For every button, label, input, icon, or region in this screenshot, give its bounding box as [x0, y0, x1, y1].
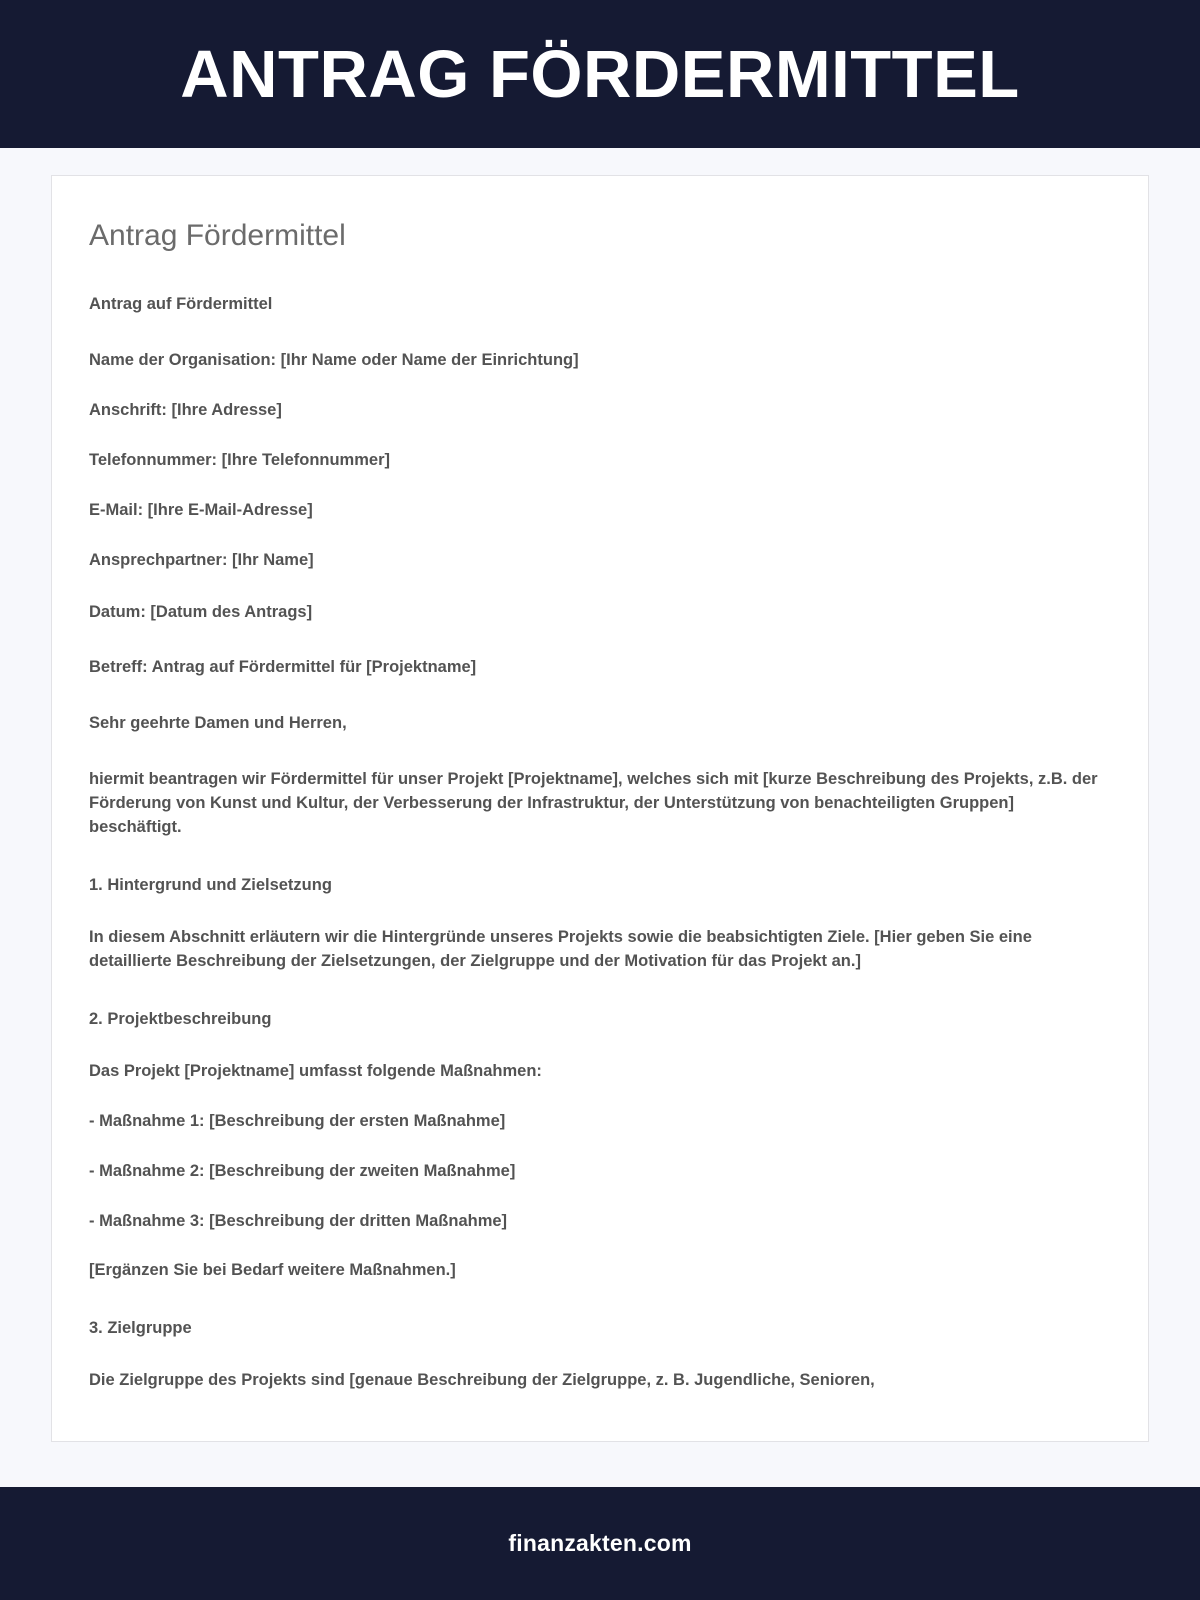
paragraph-section-1-body: In diesem Abschnitt erläutern wir die Hintergründe unseres Projekts sowie die beabsichtigten Ziele. [Hier geben Sie eine detaillierte Beschreibung der Zielsetzungen, der Zielgruppe und der Motivation für das Projekt an.]	[89, 927, 1032, 970]
heading-section-1: 1. Hintergrund und Zielsetzung	[89, 876, 332, 895]
heading-section-3: 3. Zielgruppe	[89, 1319, 192, 1338]
list-item-measure-1: - Maßnahme 1: [Beschreibung der ersten Maßnahme]	[89, 1111, 506, 1130]
paragraph-email: E-Mail: [Ihre E-Mail-Adresse]	[89, 500, 313, 519]
paragraph-opening: hiermit beantragen wir Fördermittel für unser Projekt [Projektname], welches sich mit [kurze Beschreibung des Projekts, z.B. der Förderung von Kunst und Kultur, der Verbesserung der Infrastruktur, der Unterstützung von benachteiligten Gruppen] beschäftigt.	[89, 770, 1098, 837]
document-title: Antrag Fördermittel	[89, 219, 346, 252]
paragraph-intro-heading: Antrag auf Fördermittel	[89, 295, 273, 313]
document-page-area	[0, 148, 1200, 1488]
document-body	[89, 293, 1111, 1393]
paragraph-section-2-intro: Das Projekt [Projektname] umfasst folgende Maßnahmen:	[89, 1061, 542, 1080]
paragraph-organisation-name: Name der Organisation: [Ihr Name oder Name der Einrichtung]	[89, 350, 579, 369]
paragraph-date: Datum: [Datum des Antrags]	[89, 602, 313, 621]
paragraph-phone: Telefonnummer: [Ihre Telefonnummer]	[89, 450, 390, 469]
heading-section-2: 2. Projektbeschreibung	[89, 1009, 272, 1028]
page-footer-banner	[0, 1487, 1200, 1600]
footer-site-name: finanzakten.com	[508, 1530, 692, 1556]
list-item-measure-3: - Maßnahme 3: [Beschreibung der dritten Maßnahme]	[89, 1211, 508, 1230]
page-header-title: ANTRAG FÖRDERMITTEL	[180, 36, 1020, 112]
page-header-banner	[0, 0, 1200, 148]
paragraph-section-3-body: Die Zielgruppe des Projekts sind [genaue Beschreibung der Zielgruppe, z. B. Jugendliche, Senioren,	[89, 1371, 875, 1390]
paragraph-contact-person: Ansprechpartner: [Ihr Name]	[89, 550, 314, 569]
document-card	[51, 175, 1149, 1442]
paragraph-subject: Betreff: Antrag auf Fördermittel für [Projektname]	[89, 658, 477, 677]
paragraph-address: Anschrift: [Ihre Adresse]	[89, 400, 282, 419]
paragraph-measures-note: [Ergänzen Sie bei Bedarf weitere Maßnahmen.]	[89, 1261, 456, 1280]
list-item-measure-2: - Maßnahme 2: [Beschreibung der zweiten Maßnahme]	[89, 1161, 516, 1180]
paragraph-salutation: Sehr geehrte Damen und Herren,	[89, 714, 347, 733]
